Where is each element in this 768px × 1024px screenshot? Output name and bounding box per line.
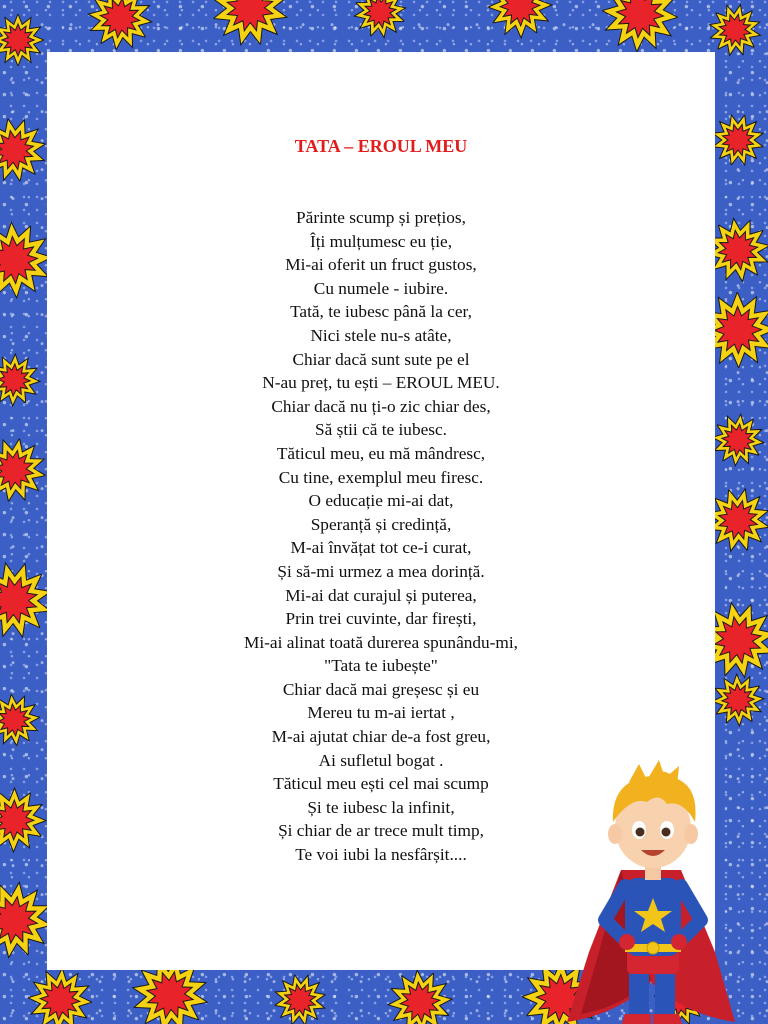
comic-burst-icon — [269, 969, 331, 1024]
poem-line: Părinte scump și prețios, — [296, 208, 466, 227]
poem-line: "Tata te iubește" — [324, 656, 438, 676]
poem-line: Speranță și credință, — [310, 514, 452, 534]
comic-burst-icon — [0, 691, 43, 748]
poem-line: Mi-ai dat curajul și puterea, — [285, 585, 477, 605]
poem-line: Cu tine, exemplul meu firesc. — [278, 467, 484, 487]
comic-burst-icon — [0, 345, 49, 415]
poem-line: Tăticul meu, eu mă mândresc, — [276, 443, 486, 463]
comic-burst-icon — [0, 433, 51, 507]
poem-line: Chiar dacă mai greșesc și eu — [282, 679, 480, 699]
poem-line: Și te iubesc la infinit, — [307, 797, 455, 817]
poem-line: Chiar dacă sunt sute pe el — [292, 349, 470, 369]
poem-line: Ai sufletul bogat . — [318, 750, 444, 770]
poem-line: Mi-ai oferit un fruct gustos, — [285, 255, 477, 275]
poem-line: Te voi iubi la nesfârșit.... — [295, 845, 467, 865]
poem-line: Chiar dacă nu ți-o zic chiar des, — [271, 396, 491, 416]
comic-burst-icon — [0, 112, 52, 187]
poem-line: O educație mi-ai dat, — [308, 491, 454, 511]
poem-line: Și chiar de ar trece mult timp, — [278, 821, 484, 841]
poem-line: Să știi că te iubesc. — [315, 420, 447, 440]
comic-burst-icon — [346, 0, 413, 46]
poem-line: Nici stele nu-s atâte, — [310, 325, 452, 345]
comic-burst-icon — [599, 0, 681, 55]
comic-burst-icon — [706, 108, 768, 172]
poem-page — [47, 52, 715, 970]
poem-line: Tată, te iubesc până la cer, — [290, 302, 472, 322]
poem-line: Prin trei cuvinte, dar firești, — [285, 609, 477, 629]
poem-line: M-ai învățat tot ce-i curat, — [290, 538, 472, 558]
poem-line: Îți mulțumesc eu ție, — [309, 231, 453, 251]
poem-line: Și să-mi urmez a mea dorință. — [277, 561, 485, 581]
poem-line: Mereu tu m-ai iertat , — [307, 703, 455, 723]
poem-line: Cu numele - iubire. — [313, 278, 449, 298]
poem-line: M-ai ajutat chiar de-a fost greu, — [271, 727, 491, 747]
superhero-boy-icon — [559, 752, 749, 1024]
poem-line: Mi-ai alinat toată durerea spunându-mi, — [243, 632, 518, 652]
comic-burst-icon — [476, 0, 564, 50]
poem-title: TATA – EROUL MEU — [294, 136, 468, 156]
poem-line: N-au preț, tu ești – EROUL MEU. — [262, 373, 500, 393]
poem-line: Tăticul meu ești cel mai scump — [273, 774, 489, 794]
comic-burst-icon — [26, 966, 94, 1024]
comic-burst-icon — [0, 14, 44, 66]
comic-burst-icon — [203, 0, 297, 55]
